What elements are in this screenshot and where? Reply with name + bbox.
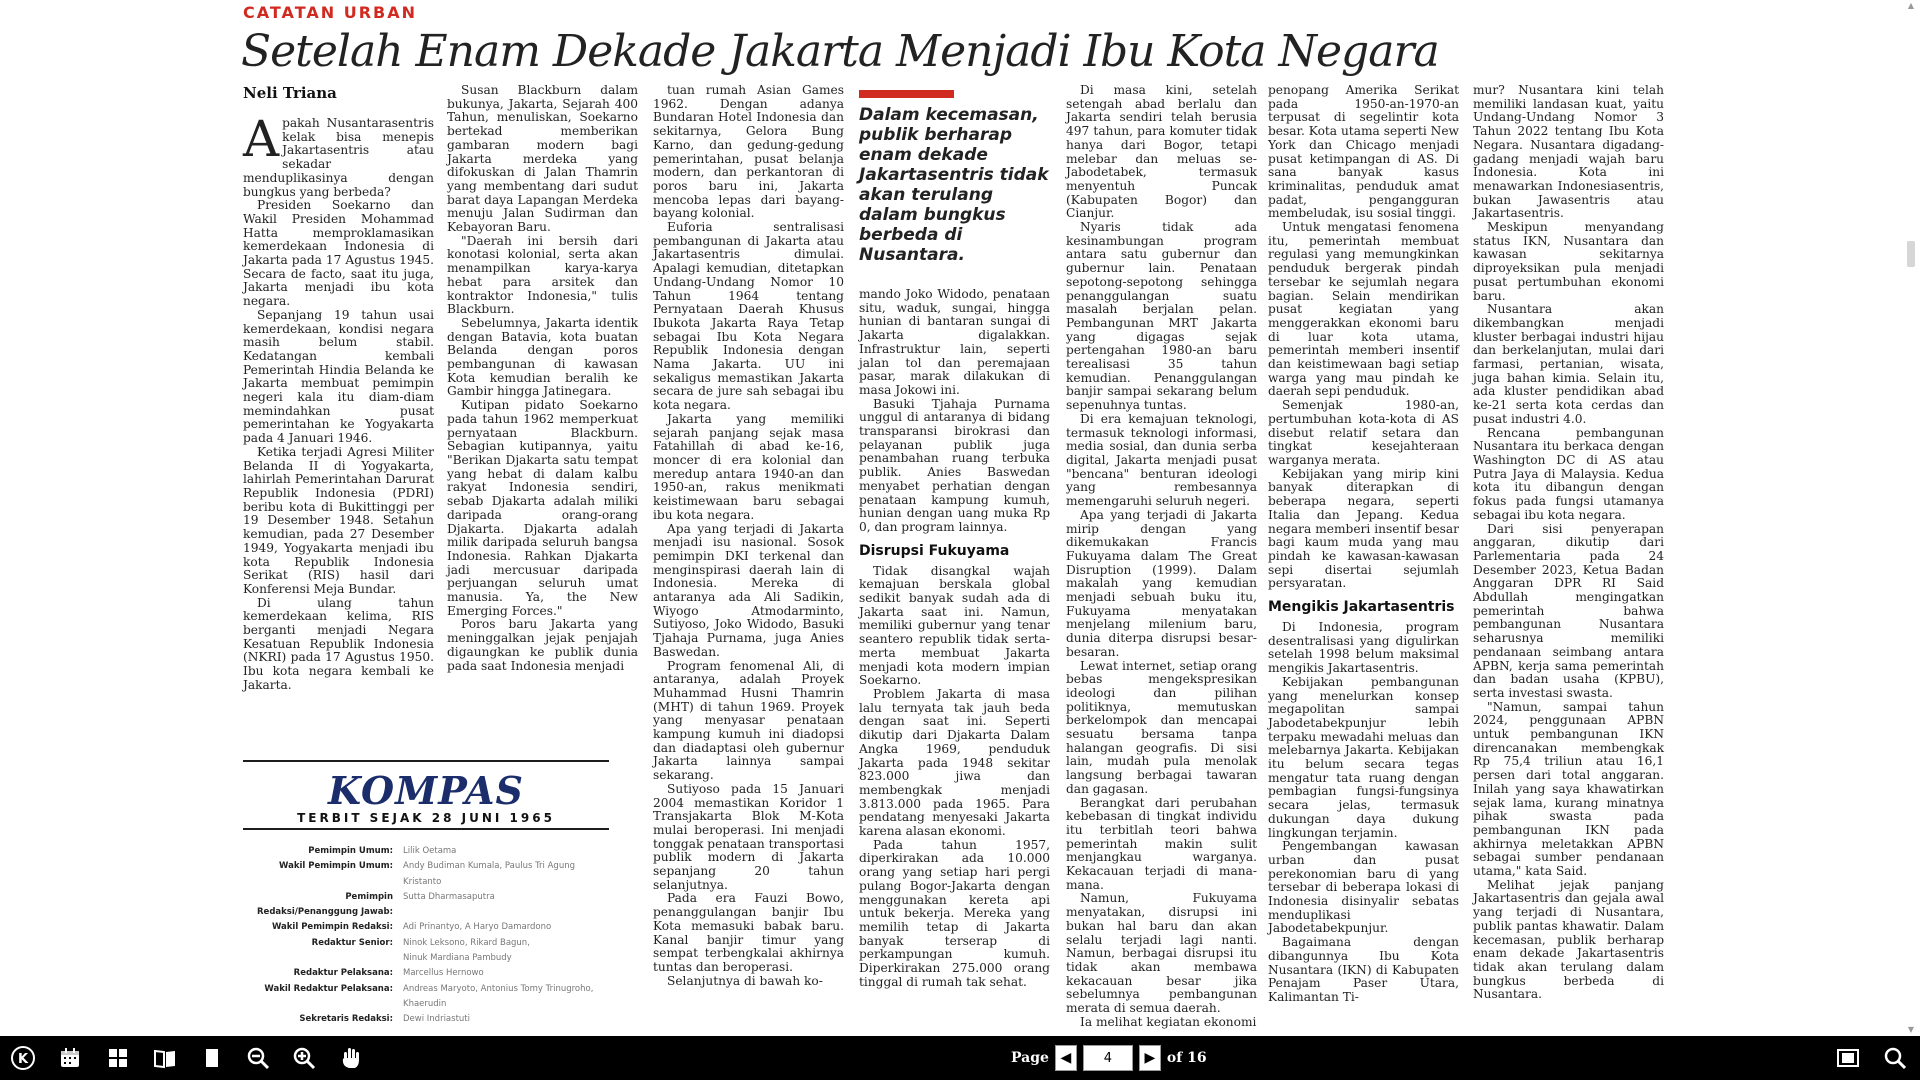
paragraph: Melihat jejak panjang Jakartasentris dan gejala awal yang terjadi di Nusantara, publik pantas khawatir. Dalam kecemasan, publik berharap enam dekade Jakartasentris tidak akan terulang dalam bungkus berbeda di Nusantara. — [1473, 877, 1664, 1002]
staff-role: Wakil Redaktur Pelaksana: — [264, 983, 393, 994]
column-3 — [653, 84, 844, 1016]
byline: Neli Triana — [243, 84, 337, 102]
paragraph: Program fenomenal Ali, di antaranya, adalah Proyek Muhammad Husni Thamrin (MHT) di tahun 1969. Proyek yang menyasar penataan kampung kumuh ini diadopsi dan diadaptasi oleh gubernur Jakarta lainnya sampai sekarang. — [653, 658, 844, 783]
paragraph: Selanjutnya di bawah ko- — [667, 973, 823, 988]
paragraph: Sutiyoso pada 15 Januari 2004 memastikan Koridor 1 Transjakarta Blok M-Kota mulai beroperasi. Ini menjadi tonggak penataan transportasi publik modern di Jakarta sepanjang 20 tahun selanjutnya. — [653, 781, 844, 892]
paragraph: pakah Nusantarasentris kelak bisa menepis Jakartasentris atau sekadar menduplikasinya dengan bungkus yang berbeda? — [243, 116, 434, 199]
staff-name: Lilik Oetama — [403, 846, 457, 856]
page-navigator — [1011, 1043, 1207, 1073]
staff-role — [243, 997, 403, 1012]
staff-row — [243, 966, 609, 981]
rubric: CATATAN URBAN — [243, 3, 417, 22]
page-count-label: of 16 — [1166, 1050, 1207, 1066]
paragraph: Kebijakan pembangunan yang menelurkan konsep megapolitan sampai Jabodetabekpunjur lebih terpaku mewadahi meluas dan melebarnya Jakarta. Kebijakan itu belum secara tegas mengatur tata ruang dengan pembagian fungsi-fungsinya secara jelas, termasuk dukungan daya dukung lingkungan terjamin. — [1268, 674, 1459, 840]
paragraph: Susan Blackburn dalam bukunya, Jakarta, Sejarah 400 Tahun, menuliskan, Soekarno bertekad memberikan gambaran modern bagi Jakarta merdeka yang difokuskan di Jalan Thamrin yang membentang dari sudut barat daya Lapangan Merdeka menuju Jalan Sudirman dan Kebayoran Baru. — [447, 83, 638, 235]
paragraph: mando Joko Widodo, penataan situ, waduk, sungai, hingga hunian di bantaran sungai di Jakarta digalakkan. Infrastruktur lain, seperti jalan tol dan peremajaan pasar, marak dilakukan di masa Jokowi ini. — [859, 287, 1050, 397]
paragraph: Pada era Fauzi Bowo, penanggulangan banjir Ibu Kota memasuki babak baru. Kanal banjir timur yang sempat terbengkalai akhirnya tuntas dan beroperasi. — [653, 891, 844, 974]
two-page-view-icon[interactable] — [152, 1045, 178, 1071]
next-page-button[interactable] — [1139, 1045, 1161, 1071]
scroll-up-arrow-icon[interactable]: ▲ — [1907, 1, 1915, 10]
pan-hand-icon[interactable] — [338, 1045, 364, 1071]
paragraph: Pengembangan kawasan urban dan pusat perekonomian baru di yang tersebar di beberapa lokasi di Indonesia disinyalir sebatas menduplikasi Jabodetabekpunjur. — [1268, 839, 1459, 936]
single-page-view-icon[interactable] — [199, 1045, 225, 1071]
chevron-left-icon: ◀ — [1060, 1050, 1072, 1066]
staff-list — [243, 844, 609, 1028]
paragraph: Jakarta yang memiliki sejarah panjang sejak masa Fatahillah di abad ke-16, moncer di era kolonial dan meredup antara 1940-an dan 1950-an, rakus menikmati keistimewaan baru sebagai ibu kota negara. — [653, 411, 844, 522]
search-icon[interactable] — [1882, 1045, 1908, 1071]
staff-row — [243, 920, 609, 935]
staff-name: Sutta Dharmasaputra — [403, 891, 495, 902]
paragraph: "Daerah ini bersih dari konotasi kolonial, serta akan menampilkan karya-karya hebat para arsitek dan kontraktor Indonesia," tulis Blackburn. — [447, 233, 638, 317]
paragraph: Di era kemajuan teknologi, termasuk teknologi informasi, media sosial, dan dunia serba digital, Jakarta menjadi pusat "bencana" benturan ideologi yang rembesannya memengaruhi seluruh negeri. — [1066, 411, 1257, 509]
pullquote: Dalam kecemasan, publik berharap enam dekade Jakartasentris tidak akan terulang dalam bungkus berbeda di Nusantara. — [859, 105, 1049, 265]
staff-role: Pemimpin Umum: — [308, 846, 393, 856]
zoom-in-icon[interactable] — [291, 1045, 317, 1071]
staff-row — [243, 951, 609, 966]
paragraph: Sebelumnya, Jakarta identik dengan Batavia, kota buatan Belanda dengan poros pembangunan di kawasan Kota kemudian beralih ke Gambir hingga Jatinegara. — [447, 315, 638, 399]
page-label: Page — [1011, 1050, 1049, 1066]
paragraph: Apa yang terjadi di Jakarta mirip dengan yang dikemukakan Francis Fukuyama dalam The Great Disruption (1999). Dalam makalah yang kemudian menjadi sebuah buku itu, Fukuyama menyatakan menjelang milenium baru, dunia diterpa disrupsi besar-besaran. — [1066, 507, 1257, 659]
column-4 — [859, 288, 1050, 1016]
chevron-right-icon: ▶ — [1144, 1050, 1156, 1066]
paragraph: Basuki Tjahaja Purnama unggul di antaranya di bidang transparansi birokrasi dan pelayanan publik juga penambahan ruang terbuka publik. Anies Baswedan menyabet perhatian dengan penataan kampung kumuh, hunian dengan uang muka Rp 0, dan program lainnya. — [859, 396, 1050, 534]
scrollbar-thumb[interactable] — [1907, 241, 1915, 267]
paragraph: Namun, Fukuyama menyatakan, disrupsi ini bukan hal baru dan akan selalu terjadi lagi nanti. Namun, berbagai disrupsi itu tidak akan membawa kekacauan besar jika sebelumnya pembangunan merata di semua daerah. — [1066, 891, 1257, 1016]
paragraph: Nusantara akan dikembangkan menjadi kluster berbagai industri hijau dan berkelanjutan, mulai dari farmasi, pertanian, wisata, juga bahan kimia. Selain itu, ada kluster pendidikan abad ke-21 serta kota cerdas dan pusat industri 4.0. — [1473, 302, 1664, 426]
masthead-logo: KOMPAS — [328, 768, 524, 813]
staff-role: Sekretaris Redaksi: — [299, 1014, 393, 1025]
paragraph: Nyaris tidak ada kesinambungan program antara satu gubernur dan gubernur lain. Penataan sepotong-sepotong sehingga penanggulangan suatu masalah berjalan pelan. Pembangunan MRT Jakarta yang digagas sejak pertengahan 1980-an baru terealisasi 35 tahun kemudian. Penanggulangan banjir sampai sekarang belum sepenuhnya tuntas. — [1066, 220, 1257, 413]
staff-name: Ninuk Mardiana Pambudy — [403, 953, 512, 964]
staff-row — [243, 982, 609, 997]
paragraph: Di ulang tahun kemerdekaan kelima, RIS berganti menjadi Negara Kesatuan Republik Indonesia (NKRI) pada 17 Agustus 1950. Ibu kota negara kembali ke Jakarta. — [243, 595, 434, 692]
staff-role: Pemimpin Redaksi/Penanggung Jawab: — [257, 891, 393, 918]
staff-row — [243, 890, 609, 921]
staff-role: Redaktur Senior: — [311, 937, 393, 948]
paragraph: Ketika terjadi Agresi Militer Belanda II di Yogyakarta, lahirlah Pemerintahan Darurat Republik Indonesia (PDRI) beribu kota di Bukittinggi per 19 Desember 1948. Setahun kemudian, pada 27 Desember 1949, Yogyakarta menjadi ibu kota Republik Indonesia Serikat (RIS) hasil dari Konferensi Meja Bundar. — [243, 444, 434, 596]
paragraph: Ia melihat kegiatan ekonomi — [1080, 1014, 1257, 1029]
paragraph: Semenjak 1980-an, pertumbuhan kota-kota di AS disebut relatif setara dan tingkat kesejahteraan warganya merata. — [1268, 398, 1459, 467]
scroll-down-arrow-icon[interactable]: ▼ — [1907, 1025, 1915, 1034]
previous-page-button[interactable] — [1055, 1045, 1077, 1071]
paragraph: Tidak disangkal wajah kemajuan berskala global sedikit banyak sudah ada di Jakarta saat ini. Namun, memiliki gubernur yang tenar seantero republik tidak serta-merta membuat Jakarta menjadi kota modern impian Soekarno. — [859, 563, 1050, 688]
staff-role — [243, 951, 403, 966]
staff-name: Ninok Leksono, Rikard Bagun, — [403, 937, 530, 948]
staff-row — [243, 936, 609, 951]
paragraph: Dari sisi penyerapan anggaran, dikutip dari Parlementaria pada 24 Desember 2023, Ketua Badan Anggaran DPR RI Said Abdullah mengingatkan pemerintah bahwa pembangunan Nusantara seharusnya memiliki pendanaan seimbang antara APBN, kerja sama pemerintah dan badan usaha (KPBU), serta investasi swasta. — [1473, 521, 1664, 700]
paragraph: tuan rumah Asian Games 1962. Dengan adanya Bundaran Hotel Indonesia dan sekitarnya, Gelora Bung Karno, dan gedung-gedung pemerintahan, pusat belanja modern, dan perkantoran di poros baru ini, Jakarta mencoba lepas dari bayang-bayang kolonial. — [653, 83, 844, 221]
column-5 — [1066, 83, 1257, 1029]
paragraph: Problem Jakarta di masa lalu ternyata tak jauh beda dengan saat ini. Seperti dikutip dari Djakarta Dalam Angka 1969, penduduk Jakarta pada 1948 sekitar 823.000 jiwa dan membengkak menjadi 3.813.000 pada 1965. Para pendatang menyesaki Jakarta karena alasan ekonomi. — [859, 686, 1050, 839]
subheading: Disrupsi Fukuyama — [859, 542, 1010, 559]
paragraph: Apa yang terjadi di Jakarta menjadi isu nasional. Sosok pemimpin DKI terkenal dan menginspirasi daerah lain di Indonesia. Mereka di antaranya ada Ali Sadikin, Wiyogo Atmodarminto, Sutiyoso, Joko Widodo, Basuki Tjahaja Purnama, juga Anies Baswedan. — [653, 521, 844, 659]
staff-row — [243, 997, 609, 1012]
paragraph: Presiden Soekarno dan Wakil Presiden Mohammad Hatta memproklamasikan kemerdekaan Indonesia di Jakarta pada 17 Agustus 1945. Secara de facto, saat itu juga, Jakarta menjadi ibu kota negara. — [243, 198, 434, 309]
staff-name: Dewi Indriastuti — [403, 1014, 470, 1025]
paragraph: Kutipan pidato Soekarno pada tahun 1962 memperkuat pernyataan Blackburn. Sebagian kutipannya, yaitu "Berikan Djakarta satu tempat yang hebat di dalam kalbu rakyat Indonesia sendiri, sebab Djakarta adalah miliki daripada orang-orang Djakarta. Djakarta adalah milik daripada seluruh bangsa Indonesia. Rahkan Djakarta jadi mercusuar daripada perjuangan seluruh umat manusia. Ya, the New Emerging Forces." — [447, 398, 638, 618]
paragraph: mur? Nusantara kini telah memiliki landasan kuat, yaitu Undang-Undang Nomor 3 Tahun 2022 tentang Ibu Kota Negara. Nusantara digadang-gadang menjadi wajah baru Indonesia. Kota ini menawarkan Indonesiasentris, bukan Jawasentris atau Jakartasentris. — [1473, 83, 1664, 221]
paragraph: Pada tahun 1957, diperkirakan ada 10.000 orang yang setiap hari pergi pulang Bogor-Jakarta dengan menggunakan kereta api untuk bekerja. Mereka yang memilih tetap di Jakarta banyak terserap di perkampungan kumuh. Diperkirakan 275.000 orang tinggal di rumah tak sehat. — [859, 837, 1050, 989]
staff-row — [243, 859, 609, 890]
staff-name: Andy Budiman Kumala, Paulus Tri Agung Kristanto — [403, 861, 575, 887]
staff-row — [243, 1012, 609, 1027]
paragraph: Kebijakan yang mirip kini banyak diterapkan di beberapa negara, seperti Italia dan Jepang. Kedua negara memberi insentif besar bagi kaum muda yang mau pindah ke kawasan-kawasan sepi disertai sejumlah persyaratan. — [1268, 466, 1459, 591]
fullscreen-view-icon[interactable] — [1835, 1045, 1861, 1071]
vertical-scrollbar[interactable] — [1902, 0, 1920, 1036]
calendar-icon[interactable] — [57, 1045, 83, 1071]
masthead-rule — [243, 828, 609, 830]
staff-role: Redaktur Pelaksana: — [293, 968, 393, 979]
masthead-box — [243, 760, 609, 1025]
headline: Setelah Enam Dekade Jakarta Menjadi Ibu Kota Negara — [241, 26, 1439, 77]
paragraph: Di Indonesia, program desentralisasi yang digulirkan setelah 1998 belum maksimal mengikis Jakartasentris. — [1268, 620, 1459, 676]
staff-role: Wakil Pemimpin Umum: — [279, 861, 393, 872]
dropcap: A — [243, 110, 280, 168]
paragraph: Meskipun menyandang status IKN, Nusantara dan kawasan sekitarnya diproyeksikan pula menjadi pusat pertumbuhan ekonomi baru. — [1473, 220, 1664, 303]
kompas-logo-icon[interactable] — [10, 1045, 36, 1071]
staff-name: Andreas Maryoto, Antonius Tomy Trinugroho, — [403, 983, 594, 994]
column-1 — [243, 110, 434, 707]
staff-role: Wakil Pemimpin Redaksi: — [271, 922, 393, 933]
paragraph: Rencana pembangunan Nusantara itu berkaca dengan Washington DC di AS atau Putra Jaya di Malaysia. Kedua kota itu dibangun dengan fokus pada fungsi utamanya sebagai ibu kota negara. — [1473, 425, 1664, 522]
column-7 — [1473, 84, 1664, 1016]
paragraph: Poros baru Jakarta yang meninggalkan jejak penjajah digaungkan ke publik dunia pada saat Indonesia menjadi — [447, 617, 638, 673]
zoom-out-icon[interactable] — [245, 1045, 271, 1071]
page-number-input[interactable] — [1083, 1045, 1133, 1071]
masthead-tagline: TERBIT SEJAK 28 JUNI 1965 — [297, 811, 555, 825]
staff-name: Adi Prinantyo, A Haryo Damardono — [403, 922, 552, 933]
paragraph: Sepanjang 19 tahun usai kemerdekaan, kondisi negara masih belum stabil. Kedatangan kembali Pemerintah Hindia Belanda ke Jakarta membuat pemimpin negeri kala itu diam-diam memindahkan pusat pemerintahan ke Yogyakarta pada 4 Januari 1946. — [243, 307, 434, 446]
grid-view-icon[interactable] — [105, 1045, 131, 1071]
paragraph: Euforia sentralisasi pembangunan di Jakarta atau Jakartasentris dimulai. Apalagi kemudian, ditetapkan Undang-Undang Nomor 10 Tahun 1964 tentang Pernyataan Daerah Khusus Ibukota Jakarta Raya Tetap sebagai Ibu Kota Negara Republik Indonesia dengan Nama Jakarta. UU ini sekaligus memastikan Jakarta secara de jure sah sebagai ibu kota negara. — [653, 220, 844, 413]
reader-toolbar — [0, 1036, 1920, 1080]
masthead-rule — [243, 760, 609, 762]
staff-name: Khaerudin — [403, 998, 447, 1009]
pullquote-accent-bar — [859, 90, 954, 98]
svg-text:K: K — [17, 1052, 29, 1067]
paragraph: Berangkat dari perubahan kebebasan di tingkat individu itu terbitlah teori bahwa pemerintah makin sulit menjangkau warganya. Kekacauan terjadi di mana-mana. — [1066, 795, 1257, 892]
paragraph: Lewat internet, setiap orang bebas mengekspresikan ideologi dan pilihan politiknya, memutuskan berkelompok dan mencapai sesuatu bersama tanpa halangan geografis. Di sisi lain, mudah pula menolak langsung berbagai tawaran dan gagasan. — [1066, 658, 1257, 796]
staff-row — [243, 844, 609, 859]
paragraph: Untuk mengatasi fenomena itu, pemerintah membuat regulasi yang memungkinkan penduduk bergerak pindah tersebar ke sejumlah negara bagian. Selain mendirikan pusat kegiatan yang menggerakkan ekonomi baru di luar kota utama, pemerintah memberi insentif dan keistimewaan bagi setiap warga yang mau pindah ke daerah sepi penduduk. — [1268, 220, 1459, 399]
paragraph: penopang Amerika Serikat pada 1950-an-1970-an terpusat di segelintir kota besar. Kota utama seperti New York dan Chicago menjadi pusat ketimpangan di AS. Di sana banyak kasus kriminalitas, penduduk amat padat, pengangguran membeludak, isu sosial tinggi. — [1268, 83, 1459, 221]
paragraph: Bagaimana dengan dibangunnya Ibu Kota Nusantara (IKN) di Kabupaten Penajam Paser Utara, Kalimantan Ti- — [1268, 935, 1459, 1004]
subheading: Mengikis Jakartasentris — [1268, 599, 1455, 616]
column-6 — [1268, 84, 1459, 1016]
staff-name: Marcellus Hernowo — [403, 968, 484, 979]
paragraph: "Namun, sampai tahun 2024, penggunaan APBN untuk pembangunan IKN direncanakan membengkak Rp 75,4 triliun atau 16,1 persen dari total anggaran. Inilah yang saya khawatirkan sejak lama, kurang minatnya pihak swasta pada pembangunan IKN pada akhirnya meletakkan APBN sebagai sumber pendanaan utama," kata Said. — [1473, 699, 1664, 879]
paragraph: Di masa kini, setelah setengah abad berlalu dan Jakarta sendiri telah berusia 497 tahun, para komuter tidak hanya dari Bogor, tetapi melebar dan meluas se-Jabodetabek, termasuk menyentuh Puncak (Kabupaten Bogor) dan Cianjur. — [1066, 83, 1257, 221]
